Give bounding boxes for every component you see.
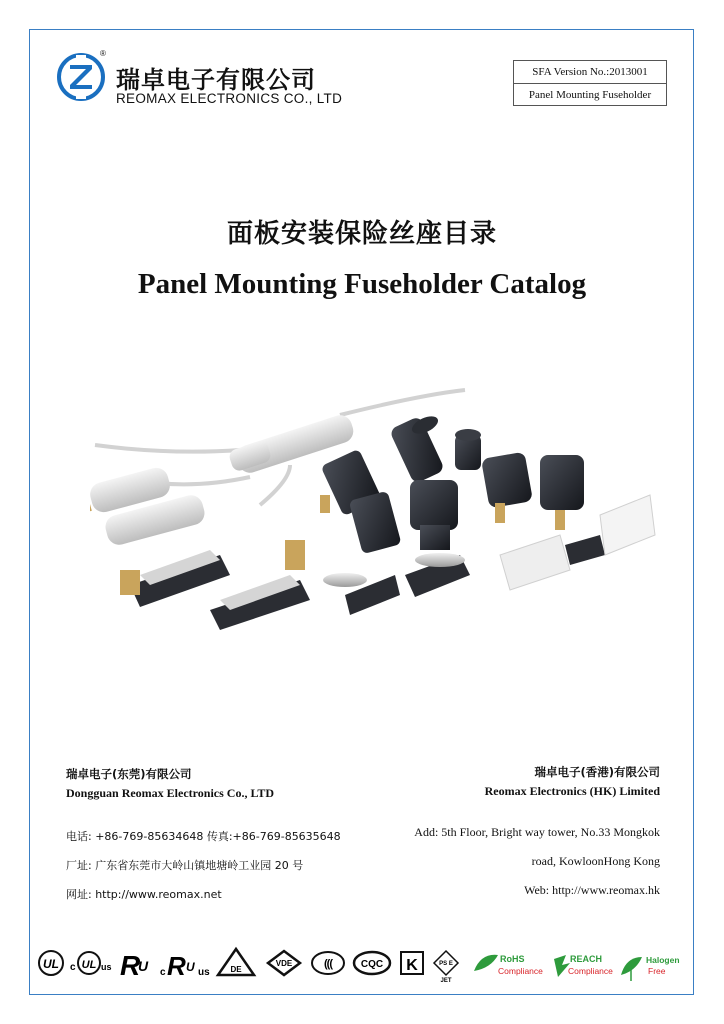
ul-listed-icon [39, 951, 63, 975]
pcb-fuseholder-1 [120, 550, 230, 607]
reomax-logo-icon [56, 52, 106, 102]
svg-text:R: R [167, 951, 186, 981]
right-company-address-line2: road, KowloonHong Kong [531, 854, 660, 868]
panel-fuseholder-4 [410, 480, 458, 550]
svg-text:R: R [120, 950, 141, 981]
svg-text:c: c [70, 962, 76, 973]
pse-jet-icon [434, 951, 458, 983]
vde-icon [268, 951, 300, 975]
svg-text:UL: UL [43, 957, 59, 971]
svg-text:U: U [138, 958, 149, 974]
registered-mark: ® [100, 49, 106, 58]
catalog-title-cn: 面板安装保险丝座目录 [226, 219, 497, 249]
left-company-website[interactable]: 网址: http://www.reomax.net [66, 888, 222, 901]
svg-text:(((: ((( [324, 958, 332, 970]
svg-text:RoHS: RoHS [500, 954, 525, 964]
reach-compliance-icon [554, 954, 613, 977]
pcb-fuseholder-2 [210, 540, 310, 630]
svg-text:PS E: PS E [439, 961, 453, 967]
svg-text:us: us [198, 967, 210, 978]
document-type: Panel Mounting Fuseholder [528, 89, 652, 101]
kc-icon [401, 952, 423, 974]
panel-fuseholder-5 [481, 452, 533, 523]
left-company-name-en: Dongguan Reomax Electronics Co., LTD [66, 786, 275, 800]
version-box [513, 60, 667, 106]
c-ul-us-icon [70, 952, 112, 974]
svg-text:Compliance: Compliance [498, 966, 543, 976]
catalog-title-en: Panel Mounting Fuseholder Catalog [137, 268, 587, 300]
ccc-icon [312, 952, 344, 974]
svg-text:Free: Free [648, 966, 666, 976]
svg-text:us: us [101, 962, 112, 972]
inline-fuseholder-2 [90, 465, 207, 547]
halogen-free-icon [621, 955, 680, 981]
rohs-compliance-icon [474, 954, 543, 976]
pcb-fuseholder-3 [323, 573, 400, 615]
right-company-name-en: Reomax Electronics (HK) Limited [484, 784, 660, 798]
right-company-website[interactable]: Web: http://www.reomax.hk [524, 883, 660, 897]
svg-text:DE: DE [230, 965, 242, 974]
left-company-name-cn: 瑞卓电子(东莞)有限公司 [66, 767, 192, 781]
svg-text:CQC: CQC [360, 959, 384, 970]
svg-text:JET: JET [440, 978, 452, 983]
cqc-icon [354, 952, 390, 974]
de-vde-triangle-icon [218, 949, 254, 975]
right-company-address-line1: Add: 5th Floor, Bright way tower, No.33 Mongkok [414, 825, 660, 839]
company-name-cn: 瑞卓电子有限公司 [116, 66, 316, 94]
svg-text:U: U [186, 960, 195, 974]
left-company-address: 厂址: 广东省东莞市大岭山镇地塘岭工业园 20 号 [66, 859, 304, 872]
ul-recognized-icon [120, 950, 149, 981]
c-ur-us-icon [160, 951, 210, 981]
pcb-fuseholder-4 [405, 553, 470, 597]
panel-fuseholder-2 [389, 413, 445, 485]
panel-fuseholder-6 [540, 455, 584, 530]
right-company-name-cn: 瑞卓电子(香港)有限公司 [534, 765, 660, 779]
svg-text:Compliance: Compliance [568, 966, 613, 976]
svg-text:REACH: REACH [570, 954, 603, 964]
certification-logos [36, 943, 688, 983]
left-company-phone: 电话: +86-769-85634648 传真:+86-769-85635648 [66, 830, 341, 843]
panel-fuseholder-3 [349, 491, 402, 554]
svg-text:Halogen: Halogen [646, 955, 680, 965]
svg-text:K: K [406, 957, 418, 974]
version-number: SFA Version No.:2013001 [514, 61, 666, 84]
svg-text:UL: UL [81, 959, 97, 971]
company-name-en: REOMAX ELECTRONICS CO., LTD [116, 91, 343, 106]
svg-text:VDE: VDE [275, 959, 293, 968]
svg-text:c: c [160, 967, 166, 978]
fuse-cap [455, 429, 481, 470]
product-photo [90, 385, 670, 635]
